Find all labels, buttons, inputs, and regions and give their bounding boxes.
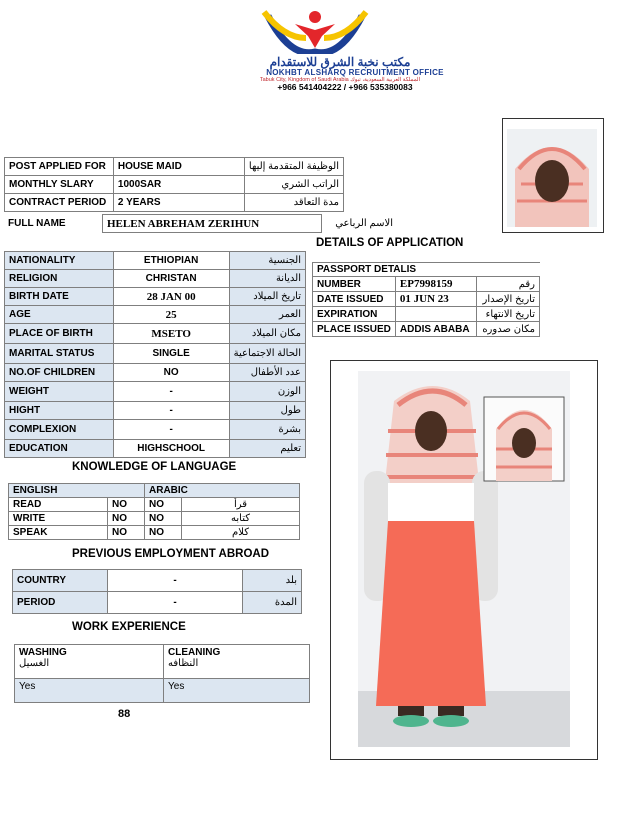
office-name-en: NOKHBT ALSHARQ RECRUITMENT OFFICE [266,68,444,77]
nationality-label-ar: الجنسية [229,252,305,270]
table-row [9,484,300,498]
table-row [313,277,540,292]
post-applied-label: POST APPLIED FOR [5,158,114,176]
weight-label: WEIGHT [5,382,114,402]
nationality-value: ETHIOPIAN [113,252,229,270]
write-arabic: NO [145,512,182,526]
full-name-value: HELEN ABREHAM ZERIHUN [103,215,322,233]
contract-period-value: 2 YEARS [113,194,244,212]
table-row [313,307,540,322]
table-row [5,194,344,212]
speak-english: NO [108,526,145,540]
write-label: WRITE [9,512,108,526]
date-issued-label: DATE ISSUED [313,292,396,307]
education-label-ar: تعليم [229,440,305,458]
read-label: READ [9,498,108,512]
table-row [13,592,302,614]
work-title: WORK EXPERIENCE [72,621,186,633]
salary-label-ar: الراتب الشري [244,176,343,194]
office-name-ar: مكتب نخبة الشرق للاستقدام [269,55,411,69]
read-arabic: NO [145,498,182,512]
place-of-birth-value: MSETO [113,324,229,344]
date-issued-label-ar: تاريخ الإصدار [476,292,539,307]
passport-title: PASSPORT DETALIS [313,263,540,277]
country-value: - [108,570,243,592]
weight-label-ar: الوزن [229,382,305,402]
table-row [5,440,306,458]
post-applied-value: HOUSE MAID [113,158,244,176]
date-issued-value: 01 JUN 23 [395,292,476,307]
passport-table [312,262,540,337]
age-value: 25 [113,306,229,324]
post-applied-label-ar: الوظيفة المتقدمة إليها [244,158,343,176]
expiration-label-ar: تاريخ الانتهاء [476,307,539,322]
page-number: 88 [118,708,131,720]
salary-value: 1000SAR [113,176,244,194]
table-row [5,324,306,344]
complexion-value: - [113,420,229,440]
table-row [5,420,306,440]
place-issued-label: PLACE ISSUED [313,322,396,337]
weight-value: - [113,382,229,402]
birth-date-label: BIRTH DATE [5,288,114,306]
country-label-ar: بلد [243,570,302,592]
period-value: - [108,592,243,614]
religion-label: RELIGION [5,270,114,288]
marital-status-value: SINGLE [113,344,229,364]
passport-photo [502,118,604,233]
table-row [5,252,306,270]
table-row [9,498,300,512]
table-row [13,570,302,592]
table-row [5,306,306,324]
table-row [15,679,310,703]
table-row [313,292,540,307]
write-label-ar: كتابه [182,512,300,526]
age-label-ar: العمر [229,306,305,324]
washing-cell [15,645,164,679]
full-name-label: FULL NAME [8,218,66,229]
employment-table [12,569,302,614]
expiration-label: EXPIRATION [313,307,396,322]
details-title: DETAILS OF APPLICATION [316,237,464,249]
education-label: EDUCATION [5,440,114,458]
read-label-ar: قرأ [182,498,300,512]
table-row [9,526,300,540]
table-row [313,263,540,277]
contract-period-label-ar: مدة التعاقد [244,194,343,212]
office-logo [260,8,370,54]
speak-arabic: NO [145,526,182,540]
table-row [9,512,300,526]
table-row [5,158,344,176]
salary-label: MONTHLY SLARY [5,176,114,194]
passport-number-label-ar: رقم [476,277,539,292]
complexion-label: COMPLEXION [5,420,114,440]
contract-period-label: CONTRACT PERIOD [5,194,114,212]
speak-label-ar: كلام [182,526,300,540]
place-issued-value: ADDIS ABABA [395,322,476,337]
place-issued-label-ar: مكان صدوره [476,322,539,337]
nationality-label: NATIONALITY [5,252,114,270]
table-row [5,382,306,402]
cleaning-label-ar: النظافه [168,658,199,669]
complexion-label-ar: بشرة [229,420,305,440]
speak-label: SPEAK [9,526,108,540]
office-address: Tabuk City, Kingdom of Saudi Arabia المملكة العربية السعودية، تبوك [259,77,421,83]
place-of-birth-label-ar: مكان الميلاد [229,324,305,344]
table-row [5,288,306,306]
cleaning-cell [164,645,310,679]
work-table [14,644,310,703]
height-label-ar: طول [229,402,305,420]
employment-title: PREVIOUS EMPLOYMENT ABROAD [72,548,270,560]
height-value: - [113,402,229,420]
birth-date-label-ar: تاريخ الميلاد [229,288,305,306]
full-body-photo [330,360,598,760]
cleaning-label: CLEANING [168,647,221,658]
expiration-value [395,307,476,322]
table-row [4,215,397,233]
country-label: COUNTRY [13,570,108,592]
washing-label: WASHING [19,647,67,658]
arabic-header: ARABIC [145,484,300,498]
read-english: NO [108,498,145,512]
children-label-ar: عدد الأطفال [229,364,305,382]
religion-label-ar: الديانة [229,270,305,288]
height-label: HIGHT [5,402,114,420]
washing-value: Yes [15,679,164,703]
table-row [313,322,540,337]
table-row [5,270,306,288]
office-phones: +966 541404222 / +966 535380083 [277,82,413,92]
write-english: NO [108,512,145,526]
children-label: NO.OF CHILDREN [5,364,114,382]
passport-number-label: NUMBER [313,277,396,292]
cleaning-value: Yes [164,679,310,703]
table-row [5,176,344,194]
place-of-birth-label: PLACE OF BIRTH [5,324,114,344]
table-row [5,402,306,420]
marital-status-label: MARITAL STATUS [5,344,114,364]
table-row [15,645,310,679]
children-value: NO [113,364,229,382]
full-name-label-ar: الاسم الرباعي [335,218,393,229]
period-label: PERIOD [13,592,108,614]
education-value: HIGHSCHOOL [113,440,229,458]
language-table [8,483,300,540]
english-header: ENGLISH [9,484,145,498]
age-label: AGE [5,306,114,324]
passport-number-value: EP7998159 [395,277,476,292]
washing-label-ar: الغسيل [19,658,50,669]
period-label-ar: المدة [243,592,302,614]
table-row [5,344,306,364]
personal-table [4,251,306,458]
full-name-row [4,214,397,233]
job-table [4,157,344,212]
religion-value: CHRISTAN [113,270,229,288]
table-row [5,364,306,382]
birth-date-value: 28 JAN 00 [113,288,229,306]
marital-status-label-ar: الحالة الاجتماعية [229,344,305,364]
language-title: KNOWLEDGE OF LANGUAGE [72,461,237,473]
